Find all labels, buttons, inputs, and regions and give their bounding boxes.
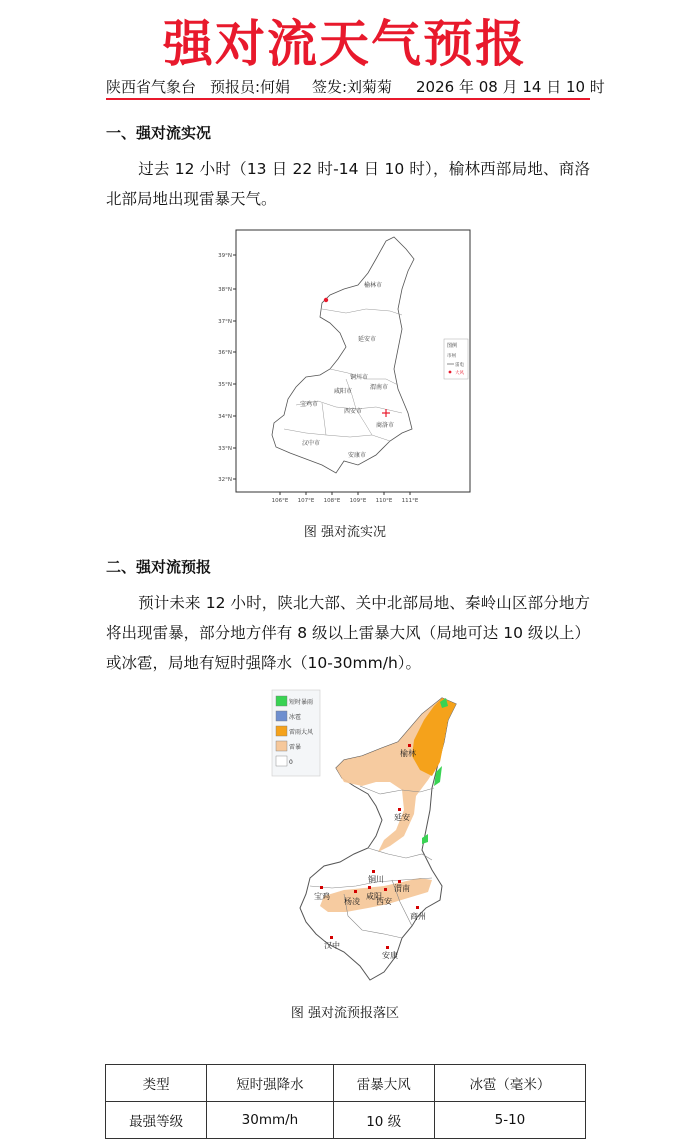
svg-text:110°E: 110°E xyxy=(375,498,393,504)
svg-text:33°N: 33°N xyxy=(218,446,232,452)
svg-text:铜川: 铜川 xyxy=(368,875,384,884)
city-label: 铜川市 xyxy=(350,374,369,381)
svg-text:37°N: 37°N xyxy=(218,319,232,325)
issue-datetime: 2026 年 08 月 14 日 10 时 xyxy=(416,78,605,96)
map2-legend xyxy=(272,690,320,776)
svg-text:108°E: 108°E xyxy=(323,498,341,504)
section1-heading: 一、强对流实况 xyxy=(106,124,212,142)
svg-text:宝鸡: 宝鸡 xyxy=(314,892,330,901)
svg-text:西安: 西安 xyxy=(376,897,392,906)
svg-text:109°E: 109°E xyxy=(349,498,367,504)
lat-tick xyxy=(218,319,236,325)
lat-tick xyxy=(218,414,236,420)
legend-label: 雷暴 xyxy=(289,744,302,751)
svg-text:大风: 大风 xyxy=(455,371,464,376)
lightning-marker-yulin-west xyxy=(324,298,328,302)
lon-tick xyxy=(402,492,419,504)
svg-text:图例: 图例 xyxy=(447,343,458,349)
figure2-caption: 图 强对流预报落区 xyxy=(290,1006,400,1021)
table-header-row xyxy=(106,1065,586,1102)
lon-tick xyxy=(324,492,341,504)
svg-text:咸阳: 咸阳 xyxy=(366,892,382,901)
svg-text:安康: 安康 xyxy=(382,951,398,960)
city-label: 渭南市 xyxy=(370,384,389,391)
svg-text:107°E: 107°E xyxy=(297,498,315,504)
svg-text:34°N: 34°N xyxy=(218,414,232,420)
svg-text:39°N: 39°N xyxy=(218,253,232,259)
table-header-cell: 雷暴大风 xyxy=(333,1065,434,1102)
table-cell: 5-10 xyxy=(434,1102,585,1139)
svg-text:111°E: 111°E xyxy=(401,498,419,504)
forecast-map xyxy=(272,690,468,986)
zone-thunderstorm-gale xyxy=(412,698,456,776)
table-header-cell: 类型 xyxy=(106,1065,207,1102)
forecaster: 预报员:何娟 xyxy=(210,78,291,96)
section2-paragraph: 预计未来 12 小时，陕北大部、关中北部局地、秦岭山区部分地方将出现雷暴，部分地方伴有 8 级以上雷暴大风（局地可达 10 级以上）或冰雹，局地有短时强降水（10-30mm/h）。 xyxy=(106,594,590,672)
agency: 陕西省气象台 xyxy=(106,78,197,96)
city-label: 西安市 xyxy=(344,408,363,415)
svg-text:36°N: 36°N xyxy=(218,350,232,356)
table-cell: 10 级 xyxy=(333,1102,434,1139)
table-header-cell: 冰雹（毫米） xyxy=(434,1065,585,1102)
city-label: 安康市 xyxy=(348,452,367,459)
map1-legend xyxy=(444,339,468,379)
legend-label: 雷雨大风 xyxy=(289,729,314,736)
table-header-cell: 短时强降水 xyxy=(207,1065,333,1102)
lon-tick xyxy=(350,492,367,504)
lat-tick xyxy=(218,382,236,388)
intensity-table xyxy=(105,1064,586,1139)
observation-map xyxy=(218,229,474,505)
lat-tick xyxy=(218,446,236,452)
lat-tick xyxy=(218,477,236,483)
section1-paragraph: 过去 12 小时（13 日 22 时-14 日 10 时），榆林西部局地、商洛北部局地出现雷暴天气。 xyxy=(106,160,590,208)
table-cell: 30mm/h xyxy=(207,1102,333,1139)
lon-tick xyxy=(272,492,289,504)
svg-text:商州: 商州 xyxy=(410,912,426,921)
lon-tick xyxy=(376,492,393,504)
lat-tick xyxy=(218,253,236,259)
svg-text:杨凌: 杨凌 xyxy=(344,897,360,906)
legend-label: 冰雹 xyxy=(289,714,302,721)
signer: 签发:刘菊菊 xyxy=(312,78,393,96)
section2-heading: 二、强对流预报 xyxy=(106,558,212,576)
header-rule xyxy=(106,98,590,100)
document-title: 强对流天气预报 xyxy=(163,15,527,73)
svg-text:雷电: 雷电 xyxy=(455,363,464,368)
svg-text:106°E: 106°E xyxy=(271,498,289,504)
svg-text:榆林: 榆林 xyxy=(400,749,416,758)
lat-tick xyxy=(218,350,236,356)
svg-text:汉中: 汉中 xyxy=(324,941,340,950)
svg-text:38°N: 38°N xyxy=(218,287,232,293)
legend-label: 短时暴雨 xyxy=(289,699,314,706)
svg-text:延安: 延安 xyxy=(394,813,410,822)
svg-text:市州: 市州 xyxy=(447,354,456,359)
lat-tick xyxy=(218,287,236,293)
figure1-caption: 图 强对流实况 xyxy=(303,525,387,540)
city-label: 汉中市 xyxy=(302,440,321,447)
table-cell: 最强等级 xyxy=(106,1102,207,1139)
table-row xyxy=(106,1102,586,1139)
svg-text:35°N: 35°N xyxy=(218,382,232,388)
city-label: 宝鸡市 xyxy=(300,401,319,408)
lon-tick xyxy=(298,492,315,504)
svg-text:32°N: 32°N xyxy=(218,477,232,483)
city-label: 商洛市 xyxy=(376,422,395,429)
city-label: 榆林市 xyxy=(364,282,383,289)
legend-label: 0 xyxy=(289,759,293,766)
city-label: 延安市 xyxy=(358,336,377,343)
svg-text:渭南: 渭南 xyxy=(394,884,410,893)
city-label: 咸阳市 xyxy=(334,388,353,395)
